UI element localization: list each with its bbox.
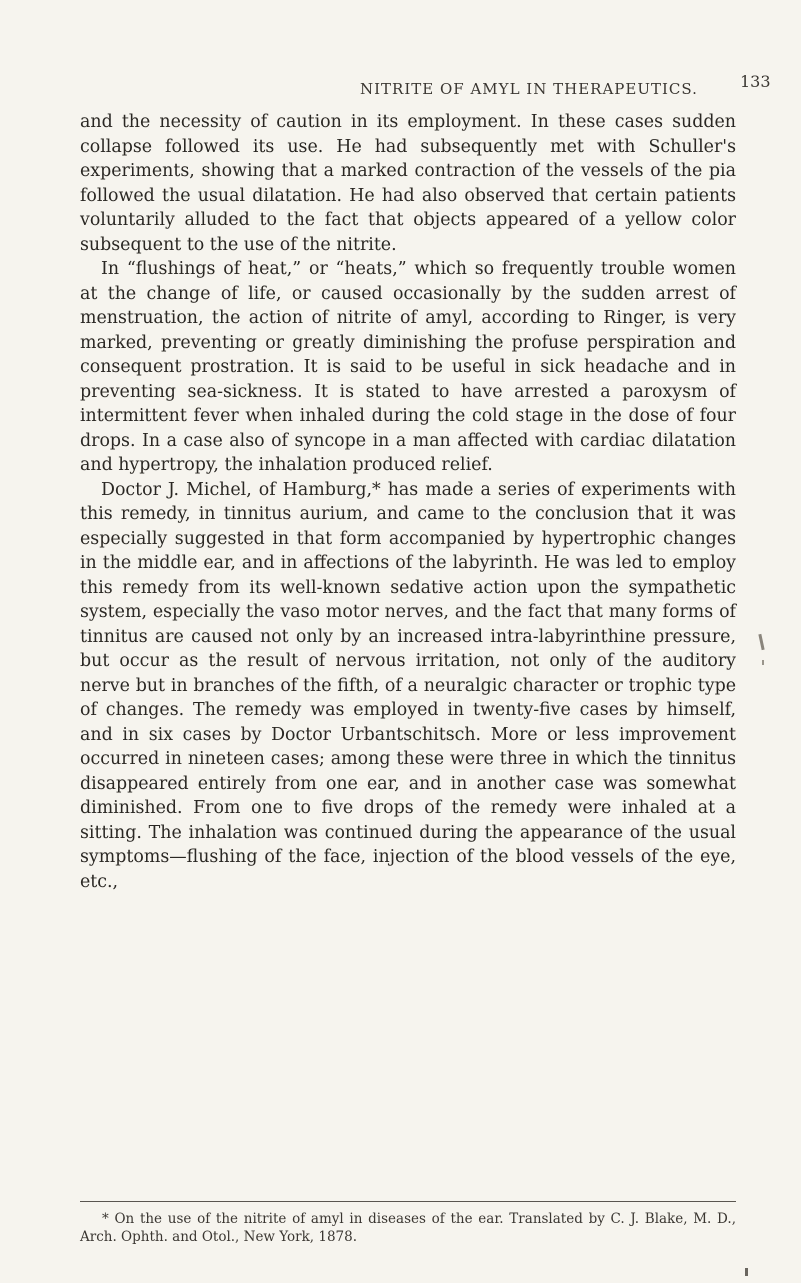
- running-head: NITRITE OF AMYL IN THERAPEUTICS.: [360, 80, 698, 98]
- body-text: [80, 110, 736, 894]
- footnote-rule: [80, 1201, 736, 1202]
- page-number: 133: [740, 72, 771, 91]
- margin-mark: [745, 1268, 748, 1276]
- margin-mark: [762, 660, 764, 665]
- paragraph-michel: Doctor J. Michel, of Hamburg,* has made a series of experiments with this remedy, in tinnitus aurium, and came to the conclusion that it was especially suggested in that form accompanied by hypertrophic changes in the middle ear, and in affections of the labyrinth. He was led to employ this remedy from its well-known sedative action upon the sympathetic system, especially the vaso motor nerves, and the fact that many forms of tinnitus are caused not only by an increased intra-labyrinthine pressure, but occur as the result of nervous irritation, not only of the auditory nerve but in branches of the fifth, of a neuralgic character or trophic type of changes. The remedy was employed in twenty-five cases by himself, and in six cases by Doctor Urbantschitsch. More or less improvement occurred in nineteen cases; among these were three in which the tinnitus disappeared entirely from one ear, and in another case was somewhat diminished. From one to five drops of the remedy were inhaled at a sitting. The inhalation was continued during the appearance of the usual symptoms—flushing of the face, injection of the blood vessels of the eye, etc.,: [80, 479, 736, 892]
- paragraph-continued: and the necessity of caution in its employment. In these cases sudden collapse followed its use. He had subsequently met with Schuller's experiments, showing that a marked contraction of the vessels of the pia followed the usual dilatation. He had also observed that certain patients voluntarily alluded to the fact that objects appeared of a yellow color subsequent to the use of the nitrite.: [80, 112, 736, 255]
- footnote: * On the use of the nitrite of amyl in diseases of the ear. Translated by C. J. Blake, M. D., Arch. Ophth. and Otol., New York, 1878.: [80, 1211, 736, 1245]
- paragraph-flushings: In “flushings of heat,” or “heats,” which so frequently trouble women at the change of life, or caused occasionally by the sudden arrest of menstruation, the action of nitrite of amyl, according to Ringer, is very marked, preventing or greatly diminishing the profuse perspiration and consequent prostration. It is said to be useful in sick headache and in preventing sea-sickness. It is stated to have arrested a paroxysm of intermittent fever when inhaled during the cold stage in the dose of four drops. In a case also of syncope in a man affected with cardiac dilatation and hypertropy, the inhalation produced relief.: [80, 259, 736, 475]
- margin-mark: [758, 634, 764, 650]
